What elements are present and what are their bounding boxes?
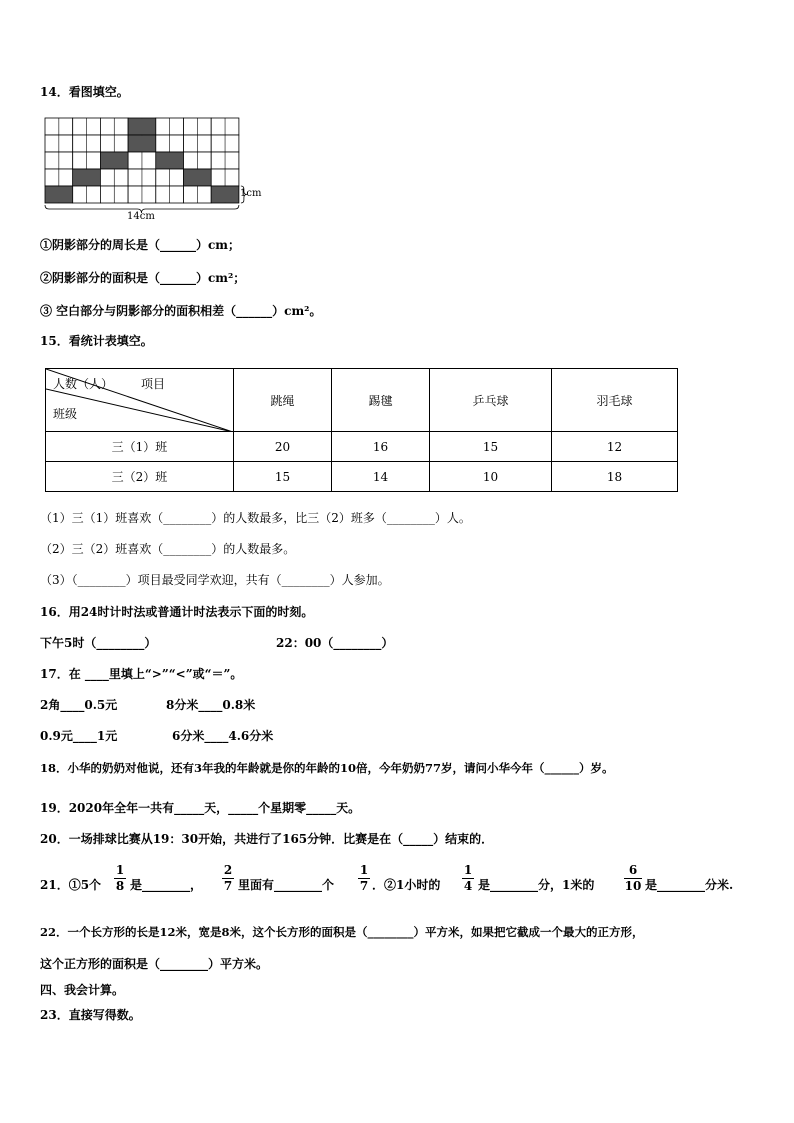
q15-line3: （3）（________）项目最受同学欢迎，共有（________）人参加。 <box>40 573 390 587</box>
shaded-fill <box>156 153 183 169</box>
q14-line1: ①阴影部分的周长是（______）cm； <box>40 238 241 252</box>
shaded-fill <box>129 119 156 135</box>
row-label: 三（2）班 <box>46 462 234 492</box>
fraction-denominator: 10 <box>624 879 642 893</box>
q21-part4: ．②1小时的 <box>372 878 441 892</box>
table-cell: 15 <box>234 462 332 492</box>
shaded-fill <box>46 187 73 203</box>
dim-height-label: 1cm <box>240 188 262 199</box>
shaded-fill <box>212 187 239 203</box>
q17-r1a: 2角____0.5元 <box>40 698 118 712</box>
fraction-denominator: 8 <box>115 879 125 893</box>
fraction-denominator: 7 <box>223 879 233 893</box>
q23-title: 23．直接写得数。 <box>40 1008 141 1022</box>
fraction-1-4 <box>462 864 474 893</box>
q18-text: 18．小华的奶奶对他说，还有3年我的年龄就是你的年龄的10倍，今年奶奶77岁，请问小华今年（______）岁。 <box>40 761 614 775</box>
q19-text: 19．2020年全年一共有_____天，_____个星期零_____天。 <box>40 801 361 815</box>
q17-r2a: 0.9元____1元 <box>40 729 118 743</box>
grid-svg <box>44 117 274 227</box>
fraction-numerator: 1 <box>463 863 473 877</box>
table-cell: 15 <box>430 432 552 462</box>
q16-left: 下午5时（________） <box>40 636 157 650</box>
column-header: 跳绳 <box>234 369 332 432</box>
section-4-heading: 四、我会计算。 <box>40 983 125 997</box>
q14-line2: ②阴影部分的面积是（______）cm²； <box>40 271 246 285</box>
q16-right: 22：00（________） <box>276 636 394 650</box>
fraction-numerator: 6 <box>628 863 638 877</box>
shaded-fill <box>73 170 100 186</box>
q21-part5: 是________分，1米的 <box>478 878 595 892</box>
fraction-1-7 <box>358 864 370 893</box>
q17-r1b: 8分米____0.8米 <box>166 698 256 712</box>
q21-part2: 是________， <box>130 878 203 892</box>
stat-table <box>45 368 678 492</box>
column-header: 踢毽 <box>332 369 430 432</box>
shaded-fill <box>129 136 156 152</box>
q15-title: 15．看统计表填空。 <box>40 334 153 348</box>
fraction-6-10 <box>624 864 642 893</box>
corner-top-label: 人数（人） <box>53 377 114 391</box>
q21-part1: 21．①5个 <box>40 878 102 892</box>
q15-line1: （1）三（1）班喜欢（________）的人数最多，比三（2）班多（________）人。 <box>40 511 471 525</box>
corner-class-label: 班级 <box>53 407 78 421</box>
table-row <box>46 462 678 492</box>
table-cell: 20 <box>234 432 332 462</box>
fraction-1-8 <box>114 864 126 893</box>
q22-line2: 这个正方形的面积是（________）平方米。 <box>40 957 269 971</box>
table-cell: 14 <box>332 462 430 492</box>
column-header: 羽毛球 <box>552 369 678 432</box>
fraction-denominator: 7 <box>359 879 369 893</box>
table-row <box>46 432 678 462</box>
row-label: 三（1）班 <box>46 432 234 462</box>
table-cell: 16 <box>332 432 430 462</box>
q22-line1: 22．一个长方形的长是12米，宽是8米，这个长方形的面积是（________）平方米，如果把它截成一个最大的正方形， <box>40 925 644 939</box>
q17-r2b: 6分米____4.6分米 <box>172 729 274 743</box>
shaded-grid-figure <box>44 117 274 230</box>
corner-item-label: 项目 <box>141 377 166 391</box>
fraction-denominator: 4 <box>463 879 473 893</box>
table-cell: 18 <box>552 462 678 492</box>
q20-text: 20．一场排球比赛从19：30开始，共进行了165分钟．比赛是在（_____）结束的． <box>40 832 494 846</box>
fraction-2-7 <box>222 864 234 893</box>
dim-width-label: 14cm <box>127 211 155 222</box>
column-header: 乒乓球 <box>430 369 552 432</box>
q21-part6: 是________分米. <box>645 878 734 892</box>
q14-line3: ③ 空白部分与阴影部分的面积相差（______）cm²。 <box>40 304 322 318</box>
fraction-numerator: 1 <box>115 863 125 877</box>
q14-title: 14．看图填空。 <box>40 85 129 99</box>
table-cell: 10 <box>430 462 552 492</box>
shaded-fill <box>101 153 128 169</box>
fraction-numerator: 2 <box>223 863 233 877</box>
shaded-fill <box>184 170 211 186</box>
table-cell: 12 <box>552 432 678 462</box>
q15-line2: （2）三（2）班喜欢（________）的人数最多。 <box>40 542 296 556</box>
q16-title: 16．用24时计时法或普通计时法表示下面的时刻。 <box>40 605 314 619</box>
fraction-numerator: 1 <box>359 863 369 877</box>
q21-part3: 里面有________个 <box>238 878 335 892</box>
q17-title: 17．在 ____里填上“>”“<”或“＝”。 <box>40 667 243 681</box>
table-corner-cell <box>46 369 234 432</box>
